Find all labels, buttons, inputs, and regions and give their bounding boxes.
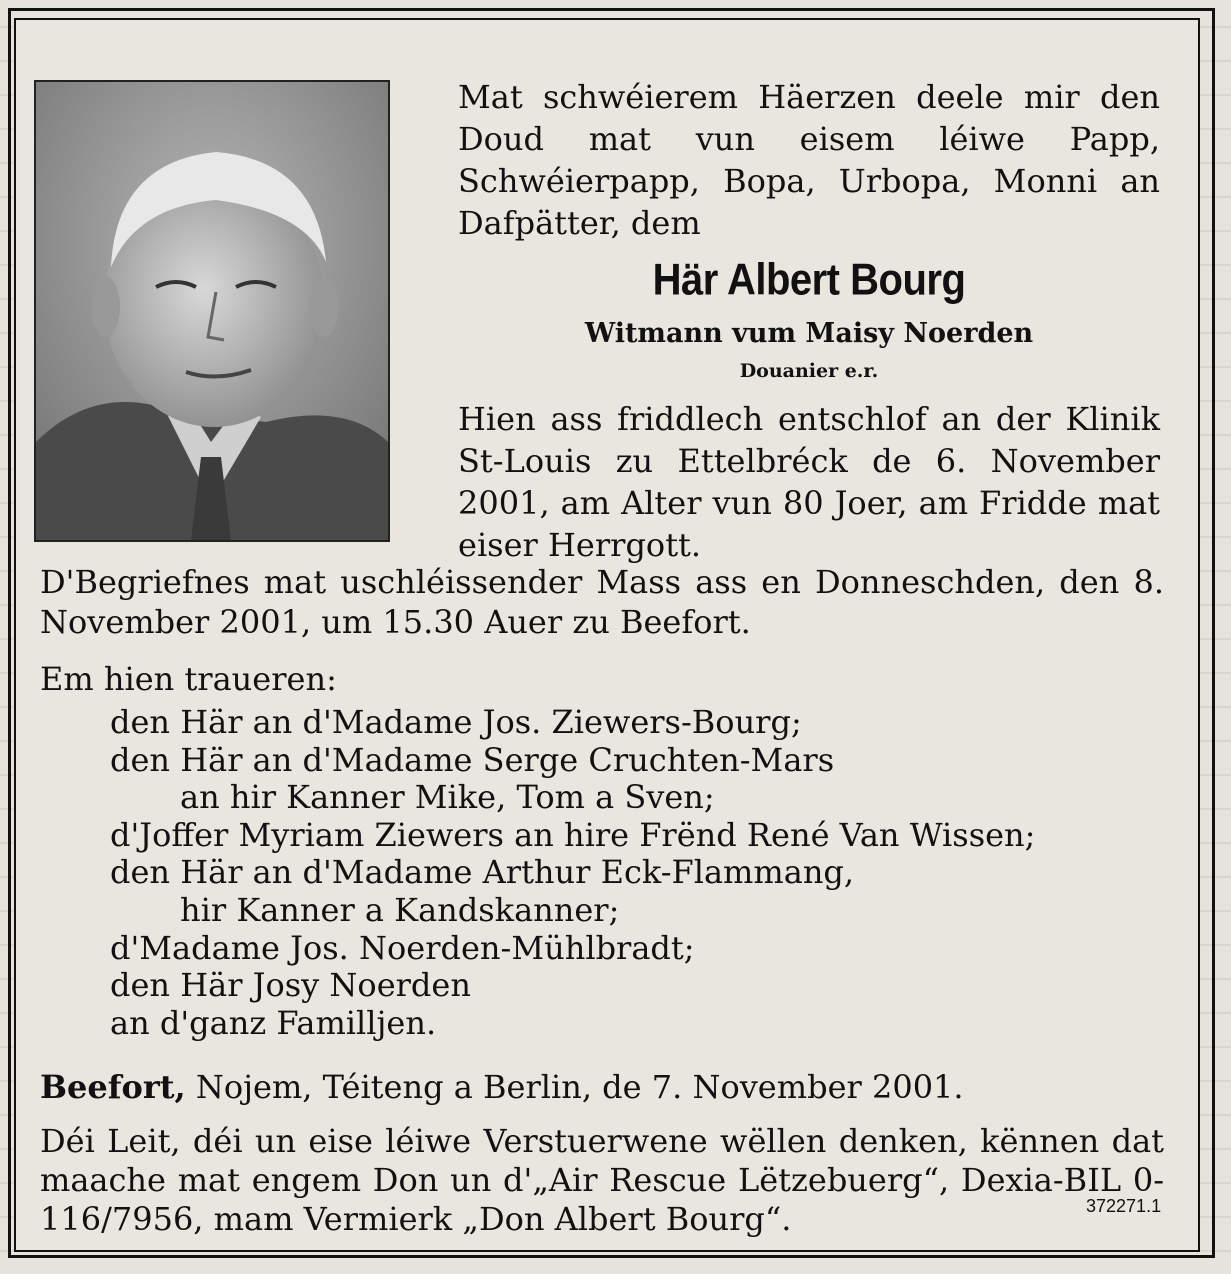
intro-text-main: Mat schwéierem Häerzen deele mir den Doud mat vun eisem léiwe Papp, Schwéierpapp, Bopa, Urbopa, Monni an xyxy=(458,78,1160,200)
portrait-photo xyxy=(34,80,390,542)
place-rest: Nojem, Téiteng a Berlin, de 7. November 2001. xyxy=(185,1068,964,1106)
list-item: den Här an d'Madame Jos. Ziewers-Bourg; xyxy=(110,703,802,741)
list-item: d'Joffer Myriam Ziewers an hire Frënd René Van Wissen; xyxy=(110,815,1036,854)
reference-number: 372271.1 xyxy=(1086,1196,1162,1216)
death-notice: Hien ass friddlech entschlof an der Klinik St-Louis zu Ettelbréck de 6. November 2001, am Alter vun 80 Joer, am Fridde mat eiser Herrgott. xyxy=(458,400,1160,564)
list-item: den Här an d'Madame Serge Cruchten-Mars xyxy=(110,740,835,779)
list-item: d'Madame Jos. Noerden-Mühlbradt; xyxy=(110,928,695,967)
obituary-notice xyxy=(14,18,1200,1252)
list-item: an hir Kanner Mike, Tom a Sven; xyxy=(180,778,715,817)
list-item: hir Kanner a Kandskanner; xyxy=(180,890,620,929)
funeral-notice: D'Begriefnes mat uschléissender Mass ass en Donneschden, den 8. November 2001, um 15.30 Auer zu Beefort. xyxy=(40,563,1164,641)
deceased-name: Här Albert Bourg xyxy=(652,255,966,305)
donation-notice: Déi Leit, déi un eise léiwe Verstuerwene wëllen denken, kënnen dat maache mat engem Don un d'„Air Rescue Lëtzebuerg“, Dexia-BIL 0-116/7956, mam Vermierk „Don Albert Bourg“. xyxy=(40,1122,1164,1238)
place-date-line xyxy=(40,1068,964,1106)
widower-line: Witmann vum Maisy Noerden xyxy=(584,318,1034,349)
profession-line: Douanier e.r. xyxy=(739,360,879,382)
mourners-heading: Em hien traueren: xyxy=(40,660,337,698)
list-item: den Här Josy Noerden xyxy=(110,966,471,1005)
list-item: den Här an d'Madame Arthur Eck-Flammang, xyxy=(110,853,855,892)
mourners-list xyxy=(40,704,1164,1042)
intro-text-last: Dafpätter, dem xyxy=(458,204,701,242)
list-item: an d'ganz Familljen. xyxy=(110,1003,437,1042)
place-bold: Beefort, xyxy=(40,1068,186,1106)
intro-text xyxy=(458,76,1160,244)
